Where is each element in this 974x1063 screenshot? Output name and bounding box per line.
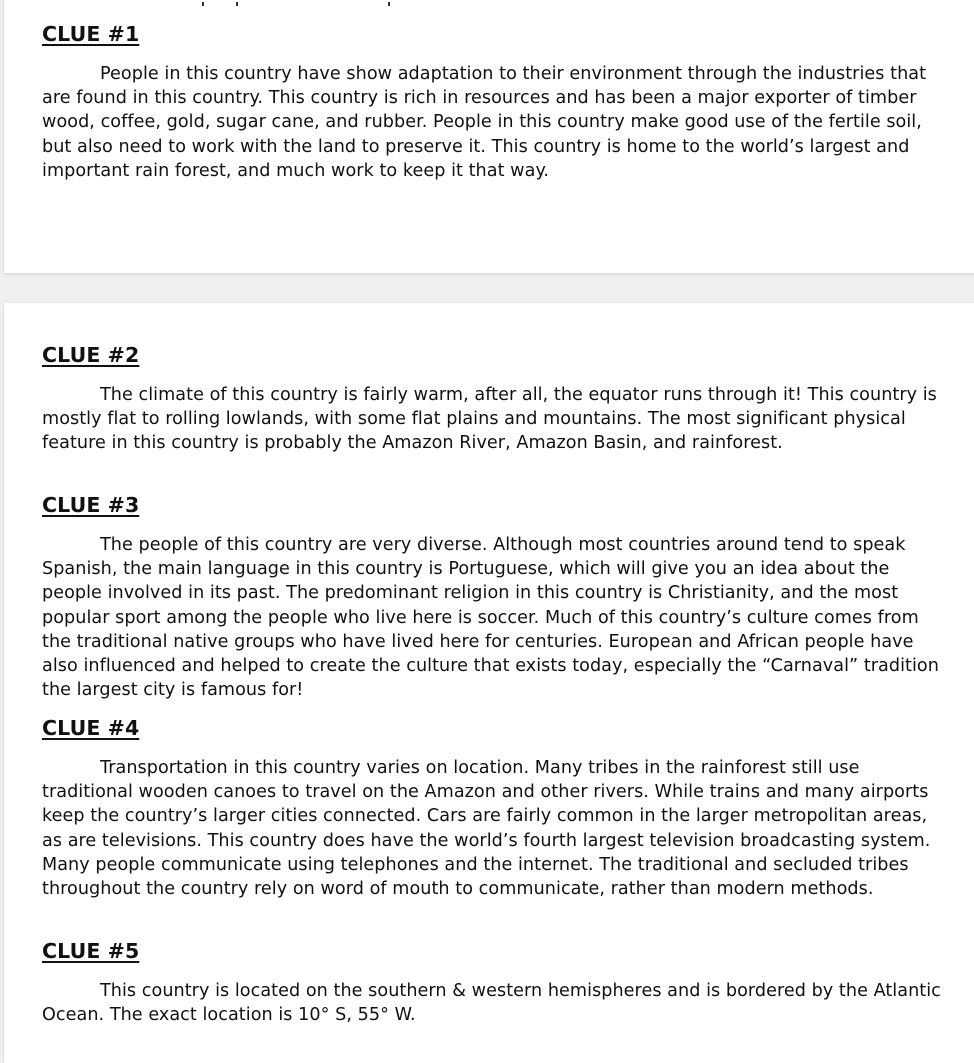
document-page-2: [4, 303, 974, 1063]
clue-3-paragraph: The people of this country are very diverse. Although most countries around tend to speak Spanish, the main language in this country is Portuguese, which will give you an idea about the people involved in its past. The predominant religion in this country is Christianity, and the most popular sport among the people who live here is soccer. Much of this country’s culture comes from the traditional native groups who have lived here for centuries. European and African people have also influenced and helped to create the culture that exists today, especially the “Carnaval” tradition the largest city is famous for!: [42, 535, 939, 701]
clue-4-section: [42, 716, 952, 901]
clue-5-heading: CLUE #5: [42, 939, 140, 963]
clue-1-paragraph: People in this country have show adaptation to their environment through the industries that are found in this country. This country is rich in resources and has been a major exporter of timber wood, coffee, gold, sugar cane, and rubber. People in this country make good use of the fertile soil, but also need to work with the land to preserve it. This country is home to the world’s largest and important rain forest, and much work to keep it that way.: [42, 64, 927, 181]
clipped-text-remnant: [154, 0, 404, 7]
clue-2-section: [42, 343, 952, 456]
clue-1-heading: CLUE #1: [42, 22, 140, 46]
document-page-1: [4, 0, 974, 273]
clue-4-heading: CLUE #4: [42, 716, 140, 740]
clue-4-paragraph: Transportation in this country varies on location. Many tribes in the rainforest still use traditional wooden canoes to travel on the Amazon and other rivers. While trains and many airports keep the country’s larger cities connected. Cars are fairly common in the larger metropolitan areas, as are televisions. This country does have the world’s fourth largest television broadcasting system. Many people communicate using telephones and the internet. The traditional and secluded tribes throughout the country rely on word of mouth to communicate, rather than modern methods.: [42, 758, 931, 900]
clue-2-heading: CLUE #2: [42, 343, 140, 367]
clue-3-section: [42, 493, 952, 702]
clue-3-heading: CLUE #3: [42, 493, 140, 517]
clue-5-paragraph: This country is located on the southern & western hemispheres and is bordered by the Atlantic Ocean. The exact location is 10° S, 55° W.: [42, 981, 941, 1026]
clue-2-paragraph: The climate of this country is fairly warm, after all, the equator runs through it! This country is mostly flat to rolling lowlands, with some flat plains and mountains. The most significant physical feature in this country is probably the Amazon River, Amazon Basin, and rainforest.: [42, 385, 937, 454]
clue-5-section: [42, 939, 952, 1027]
clue-1-section: [42, 22, 952, 183]
